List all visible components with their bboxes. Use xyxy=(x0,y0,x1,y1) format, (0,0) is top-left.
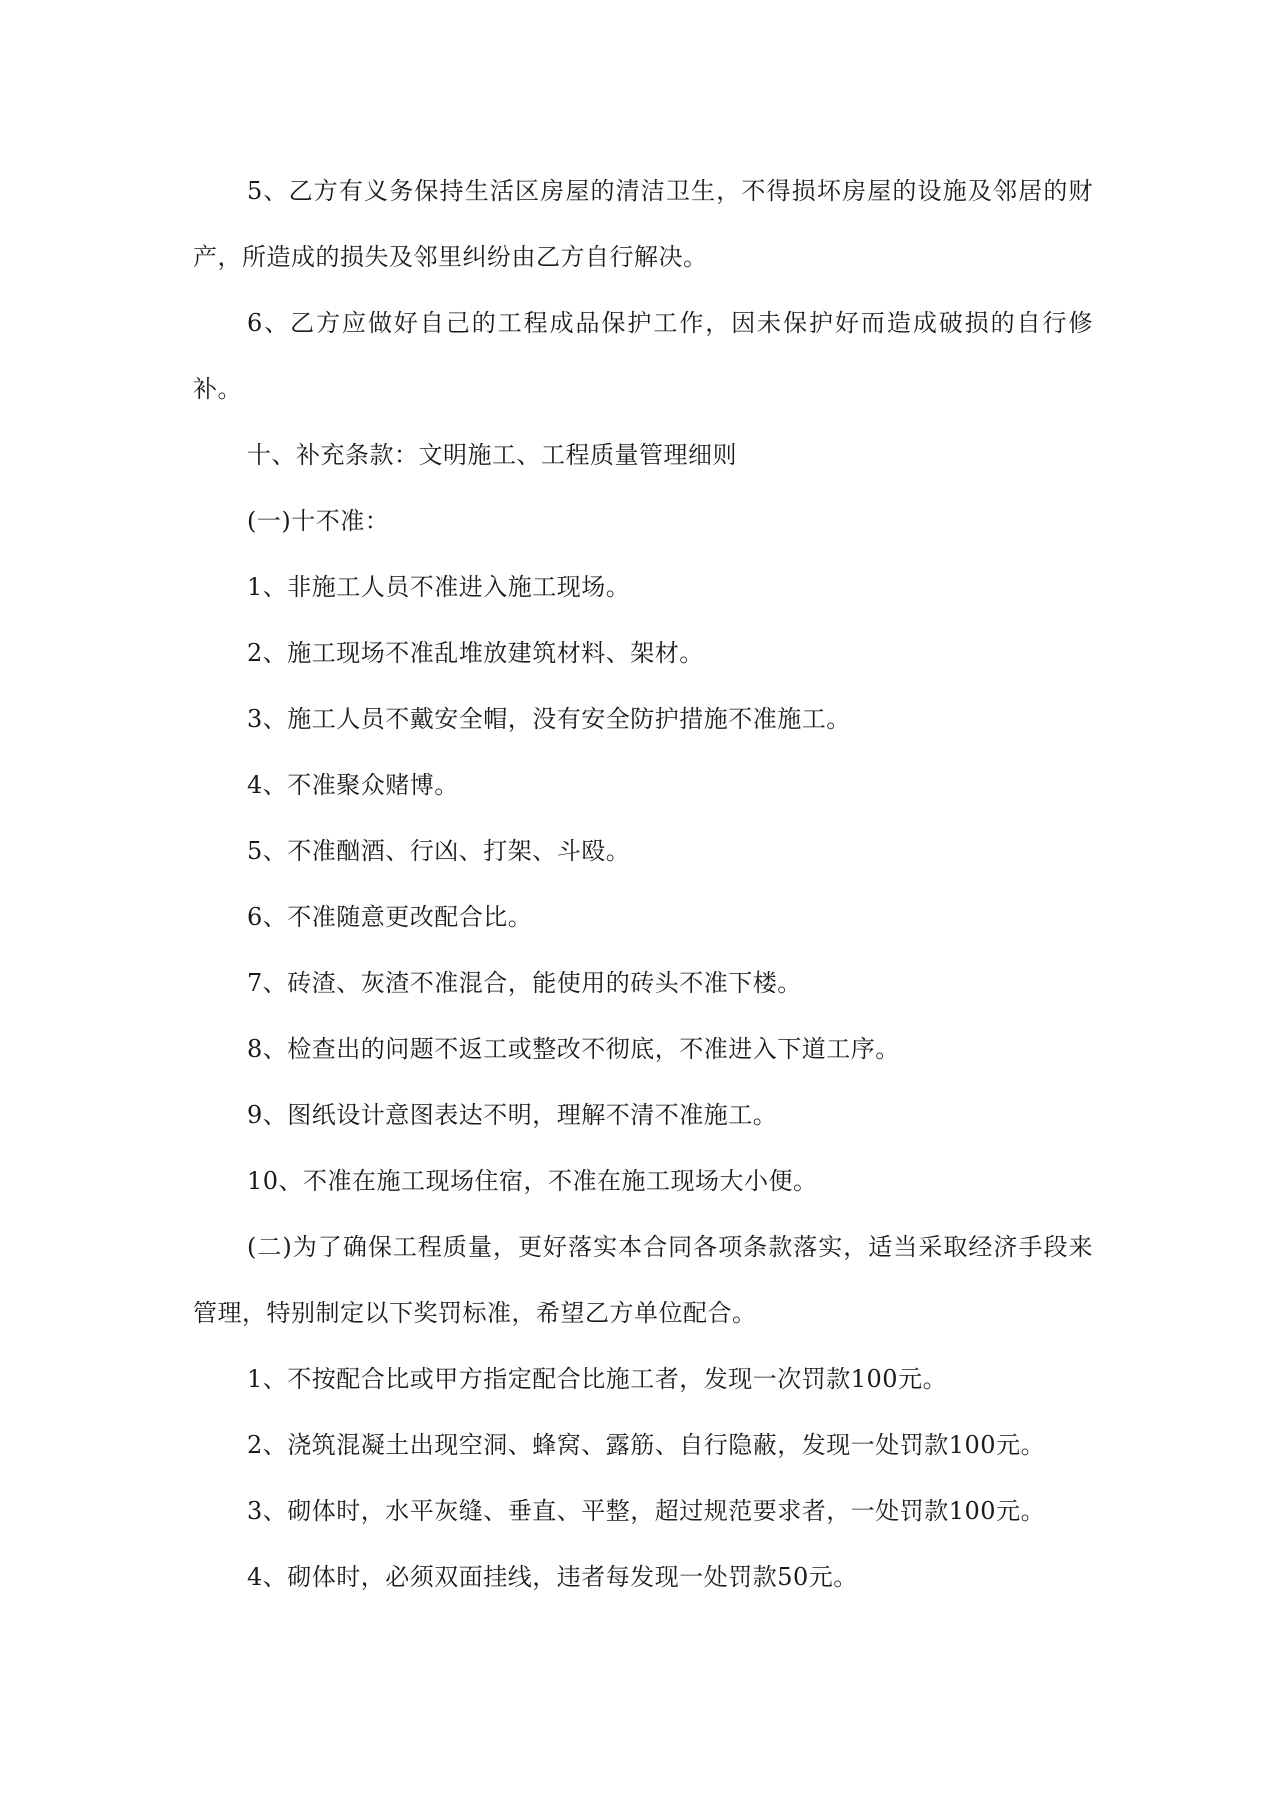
list-item-prohibition-1: 1、非施工人员不准进入施工现场。 xyxy=(247,573,631,601)
list-item-prohibition-9: 9、图纸设计意图表达不明，理解不清不准施工。 xyxy=(247,1101,778,1129)
list-item-penalty-2: 2、浇筑混凝土出现空洞、蜂窝、露筋、自行隐蔽，发现一处罚款100元。 xyxy=(247,1431,1046,1459)
section-heading-supplementary: 十、补充条款：文明施工、工程质量管理细则 xyxy=(247,441,737,469)
document-body xyxy=(193,158,1093,1610)
list-item-prohibition-2: 2、施工现场不准乱堆放建筑材料、架材。 xyxy=(247,639,704,667)
list-item-prohibition-3: 3、施工人员不戴安全帽，没有安全防护措施不准施工。 xyxy=(247,705,851,733)
subsection-heading-ten-prohibitions: (一)十不准： xyxy=(247,507,390,535)
subsection-heading-rewards-penalties: (二)为了确保工程质量，更好落实本合同各项条款落实，适当采取经济手段来管理，特别制定以下奖罚标准，希望乙方单位配合。 xyxy=(193,1233,1093,1327)
list-item-prohibition-6: 6、不准随意更改配合比。 xyxy=(247,903,533,931)
list-item-prohibition-5: 5、不准酗酒、行凶、打架、斗殴。 xyxy=(247,837,631,865)
list-item-penalty-1: 1、不按配合比或甲方指定配合比施工者，发现一次罚款100元。 xyxy=(247,1365,948,1393)
list-item-prohibition-7: 7、砖渣、灰渣不准混合，能使用的砖头不准下楼。 xyxy=(247,969,802,997)
list-item-penalty-3: 3、砌体时，水平灰缝、垂直、平整，超过规范要求者，一处罚款100元。 xyxy=(247,1497,1046,1525)
list-item-penalty-4: 4、砌体时，必须双面挂线，违者每发现一处罚款50元。 xyxy=(247,1563,858,1591)
paragraph-clause-5-hygiene: 5、乙方有义务保持生活区房屋的清洁卫生，不得损坏房屋的设施及邻居的财产，所造成的损失及邻里纠纷由乙方自行解决。 xyxy=(193,177,1093,271)
paragraph-clause-6-protection: 6、乙方应做好自己的工程成品保护工作，因未保护好而造成破损的自行修补。 xyxy=(193,309,1093,403)
list-item-prohibition-8: 8、检查出的问题不返工或整改不彻底，不准进入下道工序。 xyxy=(247,1035,900,1063)
list-item-prohibition-10: 10、不准在施工现场住宿，不准在施工现场大小便。 xyxy=(247,1167,818,1195)
list-item-prohibition-4: 4、不准聚众赌博。 xyxy=(247,771,459,799)
